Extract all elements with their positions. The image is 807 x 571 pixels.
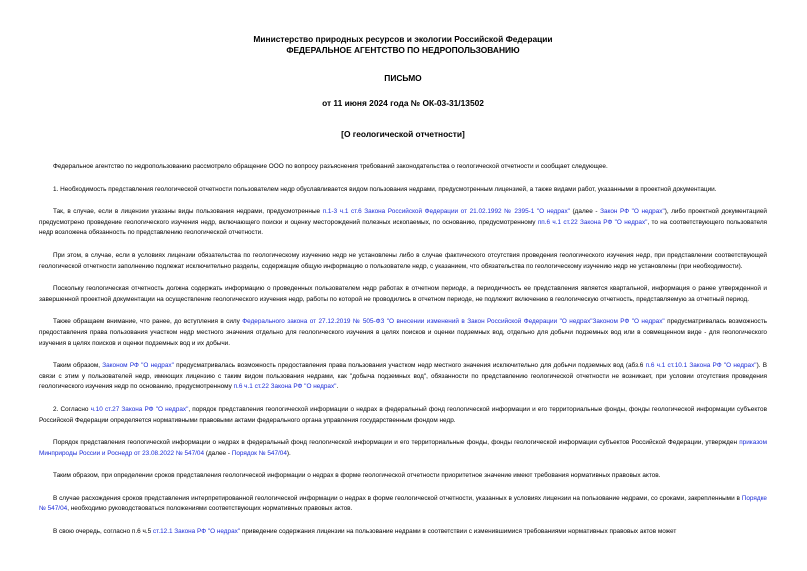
paragraph-7-text-2: , порядок представления геологической информации о недрах в федеральный фонд геологической информации и его территориальные фонды, фонды геологической информации субъектов Российской Федерации определяется нормативными правовыми актами федерального органа управления государственным фондом недр. — [39, 405, 768, 424]
ministry-name: Министерство природных ресурсов и экологии Российской Федерации — [253, 34, 553, 44]
paragraph-intro: Федеральное агентство по недропользованию рассмотрело обращение ООО по вопросу разъяснения требований законодательства о геологической отчетности и сообщает следующее. — [53, 163, 608, 170]
paragraph-6-text-1: Таким образом, — [53, 362, 103, 370]
paragraph-9: Таким образом, при определении сроков представления геологической информации о недрах в форме геологической отчетности приоритетное значение имеют требования нормативных правовых актов. — [53, 472, 661, 480]
document-date-number: от 11 июня 2024 года № ОК-03-31/13502 — [322, 98, 484, 108]
paragraph-6-text-4: . — [336, 383, 339, 391]
paragraph-8 — [39, 438, 767, 459]
paragraph-11-text-1: В свою очередь, согласно п.6 ч.5 — [53, 528, 153, 536]
paragraph-10 — [39, 494, 767, 515]
law-link-subsoil-law[interactable]: Закон РФ "О недрах" — [600, 208, 665, 216]
law-link-article-10-1[interactable]: п.6 ч.1 ст.10.1 Закона РФ "О недрах" — [645, 362, 757, 370]
document-subject: [О геологической отчетности] — [341, 129, 465, 139]
paragraph-8-text-2: (далее - — [204, 449, 232, 457]
document-type: ПИСЬМО — [384, 73, 422, 83]
paragraph-5-text-1: Также обращаем внимание, что ранее, до вступления в силу — [53, 318, 243, 326]
document-body — [39, 162, 767, 538]
law-link-order-547[interactable]: приказом Минприроды России и Роснедр от 23.08.2022 № 547/04 — [39, 439, 767, 457]
paragraph-8-text-3: ). — [286, 449, 291, 457]
law-link-procedure-547[interactable]: Порядок № 547/04 — [231, 449, 287, 457]
paragraph-2-text-3: ), либо проектной документацией предусмотрено проведение геологического изучения недр, включающего поиски и оценку месторождений полезных ископаемых, по основанию, предусмотренному — [39, 208, 767, 226]
law-link-article-6[interactable]: п.1-3 ч.1 ст.6 Закона Российской Федерации от 21.02.1992 № 2395-1 "О недрах" — [322, 208, 570, 216]
document-header — [39, 34, 767, 140]
paragraph-7-text-1: 2. Согласно — [53, 405, 91, 413]
paragraph-2-text-4: , то на соответствующего пользователя недр возложена обязанность по представлению геологической отчетности. — [39, 218, 768, 237]
paragraph-4: Поскольку геологическая отчетность должна содержать информацию о проведенных пользователем недр работах в отчетном периоде, а периодичность ее представления является квартальной, информация о ранее утвержденной и завершенной проектной документации на осуществление геологического изучения недр, работы по которой не проводились в отчетном периоде, не подлежит включению в геологическую отчетность, представляемую за отчетный период. — [39, 285, 767, 303]
paragraph-10-text-2: , необходимо руководствоваться положениями соответствующих нормативных правовых актов. — [67, 505, 353, 513]
paragraph-2-text-2: (далее - — [569, 208, 601, 216]
law-link-article-22[interactable]: пп.6 ч.1 ст.22 Закона РФ "О недрах" — [537, 218, 648, 226]
agency-name: ФЕДЕРАЛЬНОЕ АГЕНТСТВО ПО НЕДРОПОЛЬЗОВАНИЮ — [286, 45, 520, 55]
paragraph-6-text-3: ). В связи с этим у пользователей недр, имеющих лицензию с таким видом пользования недрами, как "добыча подземных вод", обязанности по представлению геологической отчетности не возникает, при условии отсутствия проведения геологического изучения недр по основанию, предусмотренному — [39, 362, 767, 391]
paragraph-5 — [39, 317, 767, 349]
law-link-procedure-547-2[interactable]: Порядке № 547/04 — [39, 494, 767, 513]
paragraph-10-text-1: В случае расхождения сроков представления интерпретированной геологической информации о недрах в форме геологической отчетности, указанных в условиях лицензии на пользование недрами, со сроками, закрепленными в — [53, 494, 742, 502]
paragraph-8-text-1: Порядок представления геологической информации о недрах в федеральный фонд геологической информации и его территориальные фонды, фонды геологической информации субъектов Российской Федерации, утвержден — [53, 439, 740, 447]
paragraph-2 — [39, 207, 767, 239]
paragraph-2-text-1: Так, в случае, если в лицензии указаны виды пользования недрами, предусмотренные — [53, 208, 323, 216]
paragraph-6-text-2: предусматривалась возможность предоставления права пользования участком недр местного значения исключительно для добычи подземных вод (абз.6 — [173, 362, 646, 370]
paragraph-5-text-2: предусматривалась возможность предоставления права пользования участком недр местного значения отдельно для геологического изучения в целях поисков и оценки подземных вод, отдельно для добычи подземных вод или в совмещенном виде - для геологического изучения в целях поисков и оценки подземных вод и их добычи. — [39, 318, 767, 347]
paragraph-6 — [39, 361, 767, 393]
paragraph-7 — [39, 405, 767, 426]
law-link-subsoil-law-2[interactable]: Законом РФ "О недрах" — [592, 318, 665, 326]
law-link-article-27[interactable]: ч.10 ст.27 Закона РФ "О недрах" — [90, 405, 189, 413]
paragraph-1: 1. Необходимость представления геологической отчетности пользователем недр обуславливается видом пользования недрами, предусмотренным лицензией, а также видами работ, указанными в проектной документации. — [53, 185, 717, 193]
paragraph-3: При этом, в случае, если в условиях лицензии обязательства по геологическому изучению недр не установлены либо в случае фактического отсутствия проведения геологического изучения недр, при представлении соответствующей геологической отчетности заполнению подлежат исключительно разделы, содержащие общую информацию о пользователе недр, с указанием, что обязательства по геологическому изучению недр не установлены (при необходимости). — [39, 251, 767, 270]
law-link-subsoil-law-3[interactable]: Законом РФ "О недрах" — [102, 362, 174, 370]
paragraph-11-text-2: приведение содержания лицензии на пользование недрами в соответствии с изменившимися требованиями нормативных правовых актов может — [240, 528, 677, 536]
law-link-article-22-2[interactable]: п.6 ч.1 ст.22 Закона РФ "О недрах" — [233, 383, 337, 391]
law-link-federal-law-505[interactable]: Федерального закона от 27.12.2019 № 505-ФЗ "О внесении изменений в Закон Российской Федерации "О недрах" — [242, 318, 593, 326]
law-link-article-12-1[interactable]: ст.12.1 Закона РФ "О недрах" — [152, 528, 241, 536]
paragraph-11 — [39, 527, 767, 538]
